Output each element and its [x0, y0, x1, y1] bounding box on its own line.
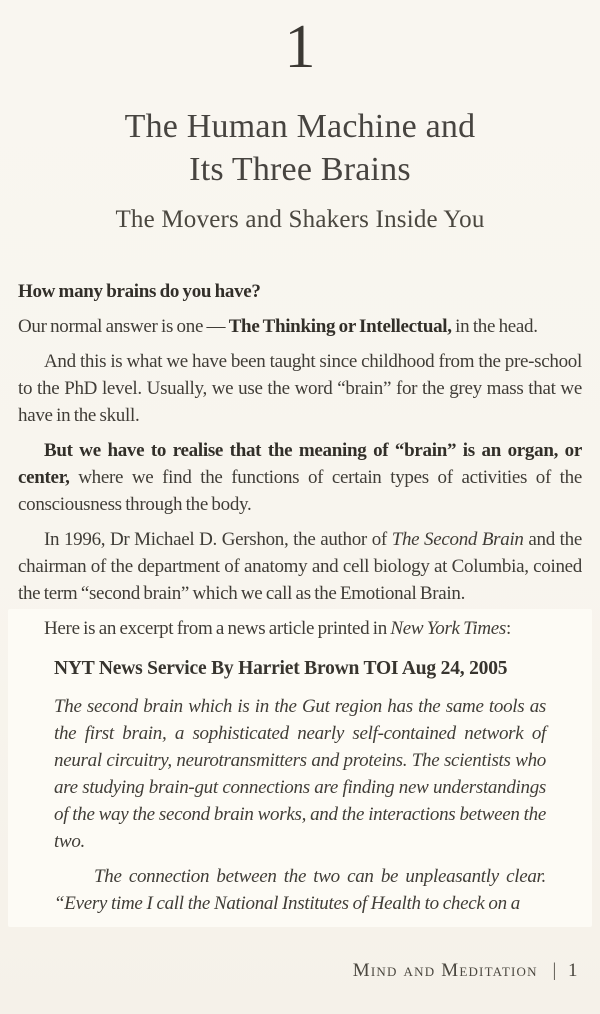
- excerpt-content: [54, 658, 546, 917]
- chapter-subtitle: The Movers and Shakers Inside You: [115, 205, 485, 233]
- text-run: :: [505, 617, 511, 639]
- text-run: Here is an excerpt from a news article printed in: [44, 617, 391, 639]
- text-run: How many brains do you have?: [18, 280, 261, 302]
- text-run: But we have to realise that the meaning of “brain” is an organ, or center,: [18, 439, 582, 488]
- text-run: in the head.: [451, 315, 538, 337]
- paragraph: [18, 615, 582, 642]
- paragraph: [18, 348, 582, 429]
- footer-separator: |: [552, 960, 557, 981]
- paragraph: [18, 313, 582, 340]
- text-run: And this is what we have been taught since childhood from the pre-school to the PhD level. Usually, we use the word “brain” for the grey mass that we have in the skull.: [18, 350, 582, 426]
- paragraph: [54, 863, 546, 917]
- text-run: New York Times: [390, 617, 506, 639]
- paragraph: [54, 693, 546, 855]
- excerpt-body: [54, 693, 546, 917]
- paragraph: [18, 437, 582, 518]
- text-run: The connection between the two can be unpleasantly clear. “Every time I call the National Institutes of Health to check on a: [54, 865, 546, 914]
- running-title: Mind and Meditation: [352, 960, 538, 981]
- excerpt-intro: [18, 615, 582, 642]
- page-number: 1: [568, 960, 578, 981]
- excerpt-box: [8, 609, 592, 927]
- chapter-title: [18, 106, 582, 192]
- excerpt-heading: NYT News Service By Harriet Brown TOI Aug 24, 2005: [54, 657, 508, 679]
- chapter-number: 1: [284, 13, 316, 81]
- text-run: In 1996, Dr Michael D. Gershon, the author of: [44, 528, 392, 550]
- text-run: The Second Brain: [391, 528, 524, 550]
- paragraph: [18, 526, 582, 607]
- text-run: The Thinking or Intellectual,: [228, 315, 452, 337]
- chapter-title-line2: Its Three Brains: [189, 150, 411, 188]
- text-run: and the chairman of the department of anatomy and cell biology at Columbia, coined the term “second brain” which we call as the Emotional Brain.: [18, 528, 582, 604]
- text-run: The second brain which is in the Gut region has the same tools as the first brain, a sophisticated nearly self-contained network of neural circuitry, neurotransmitters and proteins. The scientists who are studying brain-gut connections are finding new understandings of the way the second brain works, and the interactions between the two.: [54, 695, 546, 852]
- text-run: Our normal answer is one —: [18, 315, 229, 337]
- page-footer: [353, 960, 578, 982]
- text-run: where we find the functions of certain types of activities of the consciousness through the body.: [18, 466, 582, 515]
- paragraph: [18, 278, 582, 305]
- chapter-title-line1: The Human Machine and: [124, 108, 476, 145]
- body-text: [18, 278, 582, 607]
